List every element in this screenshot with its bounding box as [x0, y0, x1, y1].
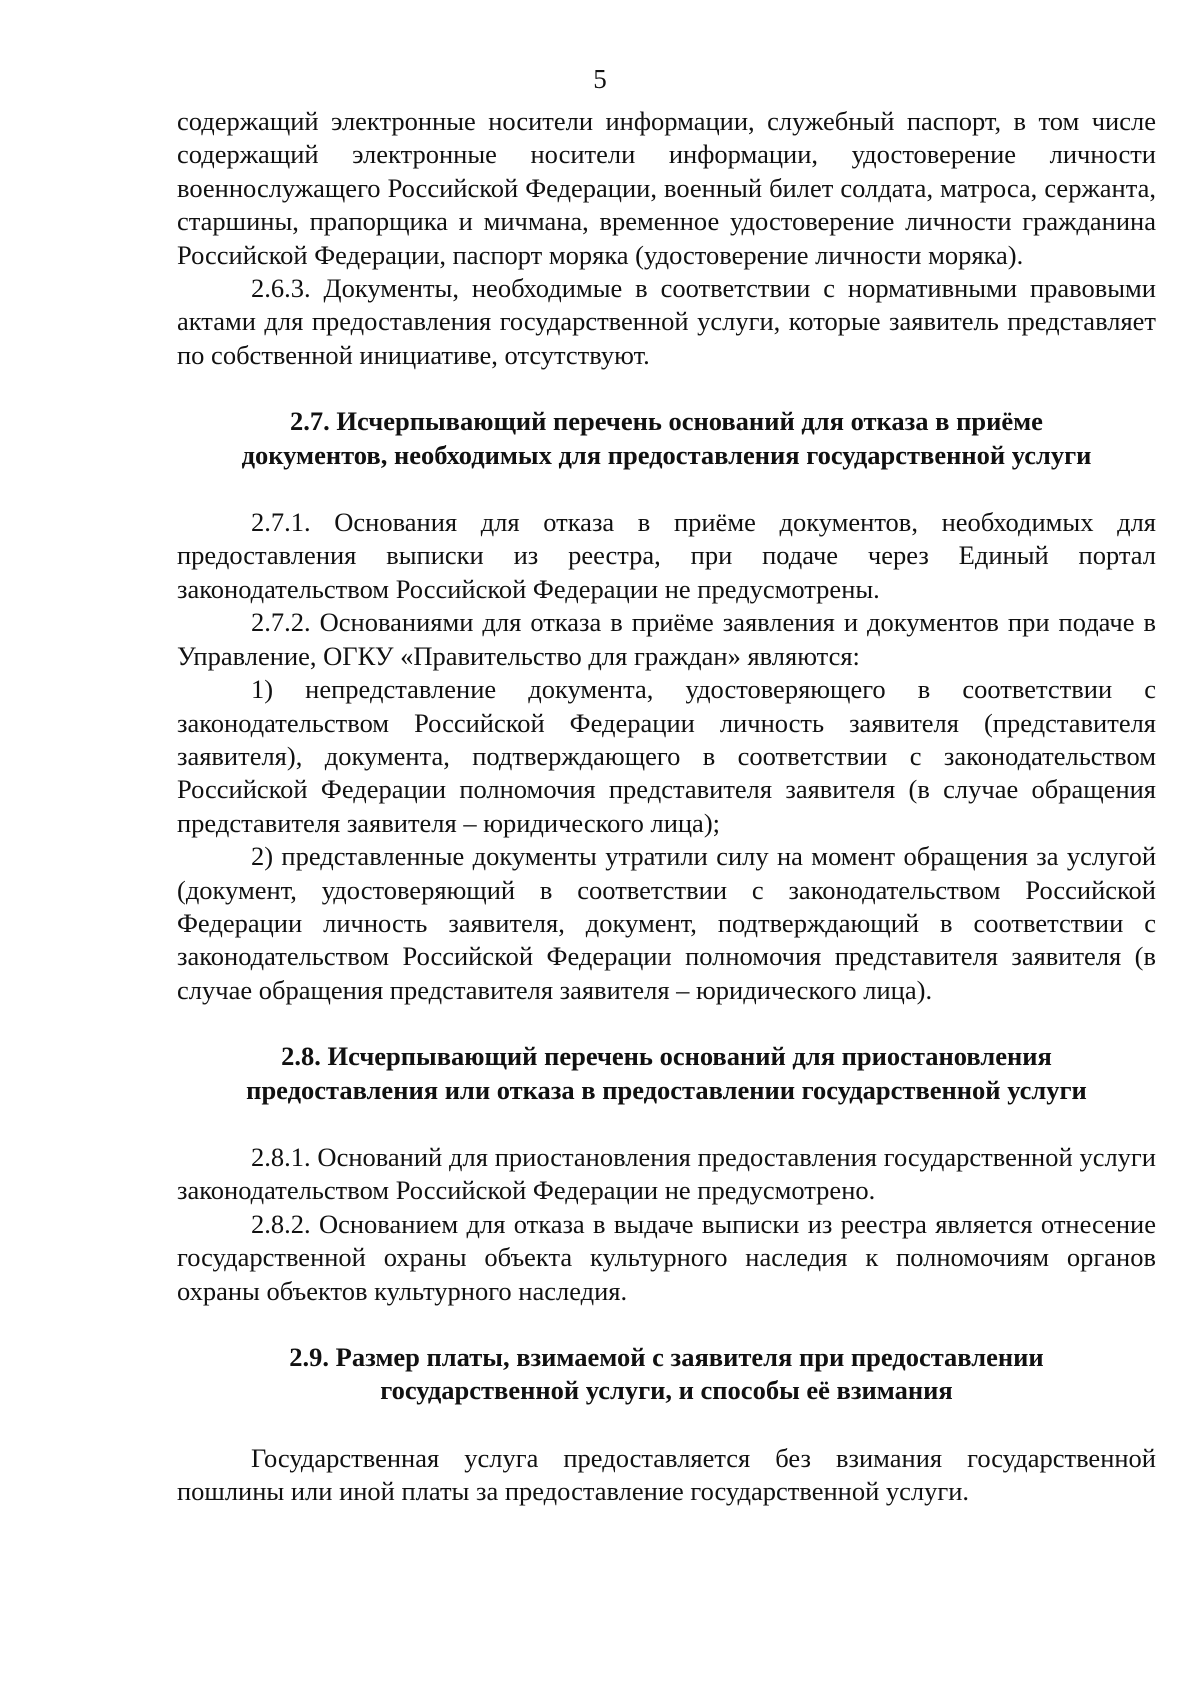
- document-body: [177, 105, 1156, 1509]
- spacer: [177, 1107, 1156, 1141]
- heading-line: государственной услуги, и способы её взимания: [380, 1375, 953, 1406]
- heading-line: 2.7. Исчерпывающий перечень оснований для отказа в приёме: [290, 406, 1043, 437]
- heading-line: документов, необходимых для предоставления государственной услуги: [241, 439, 1092, 470]
- section-heading-2-7: [177, 405, 1156, 472]
- paragraph-2-8-2: 2.8.2. Основанием для отказа в выдаче выписки из реестра является отнесение государственной охраны объекта культурного наследия к полномочиям органов охраны объектов культурного наследия.: [177, 1208, 1156, 1306]
- spacer: [177, 472, 1156, 506]
- page-number: 5: [593, 64, 607, 94]
- list-item-1: 1) непредставление документа, удостоверяющего в соответствии с законодательством Российской Федерации личность заявителя (представителя заявителя), документа, подтверждающего в соответствии с законодательством Российской Федерации полномочия представителя заявителя (в случае обращения представителя заявителя – юридического лица);: [177, 674, 1156, 838]
- paragraph-2-7-2: 2.7.2. Основаниями для отказа в приёме заявления и документов при подаче в Управление, ОГКУ «Правительство для граждан» являются:: [177, 607, 1156, 671]
- spacer: [177, 1308, 1156, 1341]
- section-heading-2-8: [177, 1040, 1156, 1107]
- paragraph-2-6-3: 2.6.3. Документы, необходимые в соответствии с нормативными правовыми актами для предоставления государственной услуги, которые заявитель представляет по собственной инициативе, отсутствуют.: [177, 273, 1156, 370]
- heading-line: 2.8. Исчерпывающий перечень оснований для приостановления: [281, 1041, 1052, 1072]
- spacer: [177, 1408, 1156, 1442]
- paragraph-continuation: содержащий электронные носители информации, служебный паспорт, в том числе содержащий электронные носители информации, удостоверение личности военнослужащего Российской Федерации, военный билет солдата, матроса, сержанта, старшины, прапорщика и мичмана, временное удостоверение личности гражданина Российской Федерации, паспорт моряка (удостоверение личности моряка).: [177, 106, 1156, 270]
- paragraph-2-8-1: 2.8.1. Оснований для приостановления предоставления государственной услуги законодательством Российской Федерации не предусмотрено.: [177, 1141, 1156, 1206]
- paragraph-2-7-1: 2.7.1. Основания для отказа в приёме документов, необходимых для предоставления выписки из реестра, при подаче через Единый портал законодательством Российской Федерации не предусмотрены.: [177, 507, 1156, 604]
- spacer: [177, 372, 1156, 405]
- spacer: [177, 1007, 1156, 1040]
- heading-line: предоставления или отказа в предоставлении государственной услуги: [246, 1074, 1087, 1105]
- list-item-2: 2) представленные документы утратили силу на момент обращения за услугой (документ, удостоверяющий в соответствии с законодательством Российской Федерации личность заявителя, документ, подтверждающий в соответствии с законодательством Российской Федерации полномочия представителя заявителя (в случае обращения представителя заявителя – юридического лица).: [177, 841, 1156, 1005]
- heading-line: 2.9. Размер платы, взимаемой с заявителя при предоставлении: [289, 1342, 1044, 1372]
- section-heading-2-9: [177, 1341, 1156, 1408]
- paragraph-fee: Государственная услуга предоставляется без взимания государственной пошлины или иной платы за предоставление государственной услуги.: [177, 1442, 1156, 1507]
